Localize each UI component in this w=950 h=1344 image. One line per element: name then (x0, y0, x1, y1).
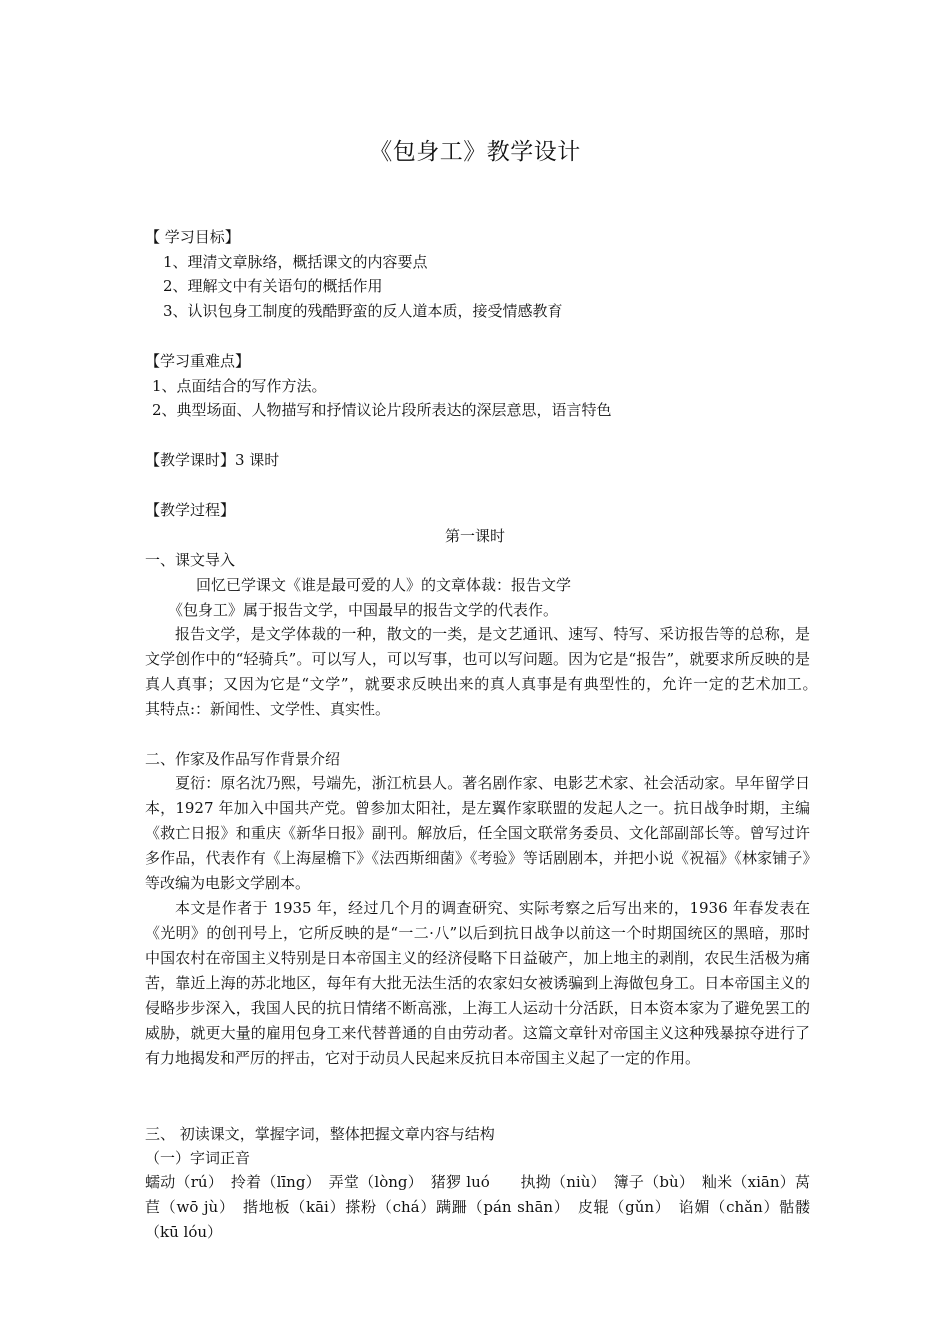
key-points-heading: 【学习重难点】 (145, 352, 251, 370)
section3-sub-heading-1: （一）字词正音 (145, 1149, 251, 1167)
section1-heading: 一、课文导入 (145, 551, 236, 569)
goal-item-2: 2、理解文中有关语句的概括作用 (163, 277, 383, 295)
section2-heading: 二、作家及作品写作背景介绍 (145, 750, 341, 768)
key-point-item-1: 1、点面结合的写作方法。 (152, 377, 327, 395)
section3-heading: 三、 初读课文，掌握字词，整体把握文章内容与结构 (145, 1125, 495, 1143)
process-heading: 【教学过程】 (145, 501, 236, 519)
section1-line-2: 《包身工》属于报告文学，中国最早的报告文学的代表作。 (168, 601, 559, 619)
goals-heading: 【 学习目标】 (145, 228, 240, 246)
goal-item-3: 3、认识包身工制度的残酷野蛮的反人道本质，接受情感教育 (163, 302, 563, 320)
vocab-list: 蠕动（rú） 拎着（līng） 弄堂（lòng） 猪猡 luó 执拗（niù） 簿子（bù） 籼米（xiān）莴苣（wō jù） 揩地板（kāi）搽粉（chá）蹒跚（pán shān） 皮辊（gǔn） 谄媚（chǎn）骷髅（kū lóu） (145, 1173, 810, 1241)
goal-item-1: 1、理清文章脉络，概括课文的内容要点 (163, 253, 428, 271)
section1-line-1: 回忆已学课文《谁是最可爱的人》的文章体裁：报告文学 (196, 576, 572, 594)
section2-paragraph-2: 本文是作者于 1935 年，经过几个月的调查研究、实际考察之后写出来的，1936 年春发表在《光明》的创刊号上，它所反映的是“一二·八”以后到抗日战争以前这一个时期国统区的黑暗，那时中国农村在帝国主义特别是日本帝国主义的经济侵略下日益破产，加上地主的剥削，农民生活极为痛苦，靠近上海的苏北地区，每年有大批无法生活的农家妇女被诱骗到上海做包身工。日本帝国主义的侵略步步深入，我国人民的抗日情绪不断高涨，上海工人运动十分活跃，日本资本家为了避免罢工的威胁，就更大量的雇用包身工来代替普通的自由劳动者。这篇文章针对帝国主义这种残暴掠夺进行了有力地揭发和严厉的抨击，它对于动员人民起来反抗日本帝国主义起了一定的作用。 (145, 899, 810, 1067)
key-point-item-2: 2、典型场面、人物描写和抒情议论片段所表达的深层意思，语言特色 (152, 401, 612, 419)
section2-paragraph-1: 夏衍：原名沈乃熙，号端先，浙江杭县人。著名剧作家、电影艺术家、社会活动家。早年留学日本，1927 年加入中国共产党。曾参加太阳社，是左翼作家联盟的发起人之一。抗日战争时期，主编《救亡日报》和重庆《新华日报》副刊。解放后，任全国文联常务委员、文化部副部长等。曾写过许多作品，代表作有《上海屋檐下》《法西斯细菌》《考验》等话剧剧本，并把小说《祝福》《林家铺子》等改编为电影文学剧本。 (145, 774, 810, 892)
teaching-hours: 【教学课时】3 课时 (145, 451, 280, 469)
document-title: 《包身工》教学设计 (369, 139, 581, 165)
lesson-label: 第一课时 (444, 527, 505, 545)
section1-paragraph: 报告文学，是文学体裁的一种，散文的一类，是文艺通讯、速写、特写、采访报告等的总称，是文学创作中的“轻骑兵”。可以写人，可以写事，也可以写问题。因为它是“报告”，就要求所反映的是真人真事；又因为它是“文学”，就要求反映出来的真人真事是有典型性的，允许一定的艺术加工。 其特点:：新闻性、文学性、真实性。 (145, 625, 841, 718)
